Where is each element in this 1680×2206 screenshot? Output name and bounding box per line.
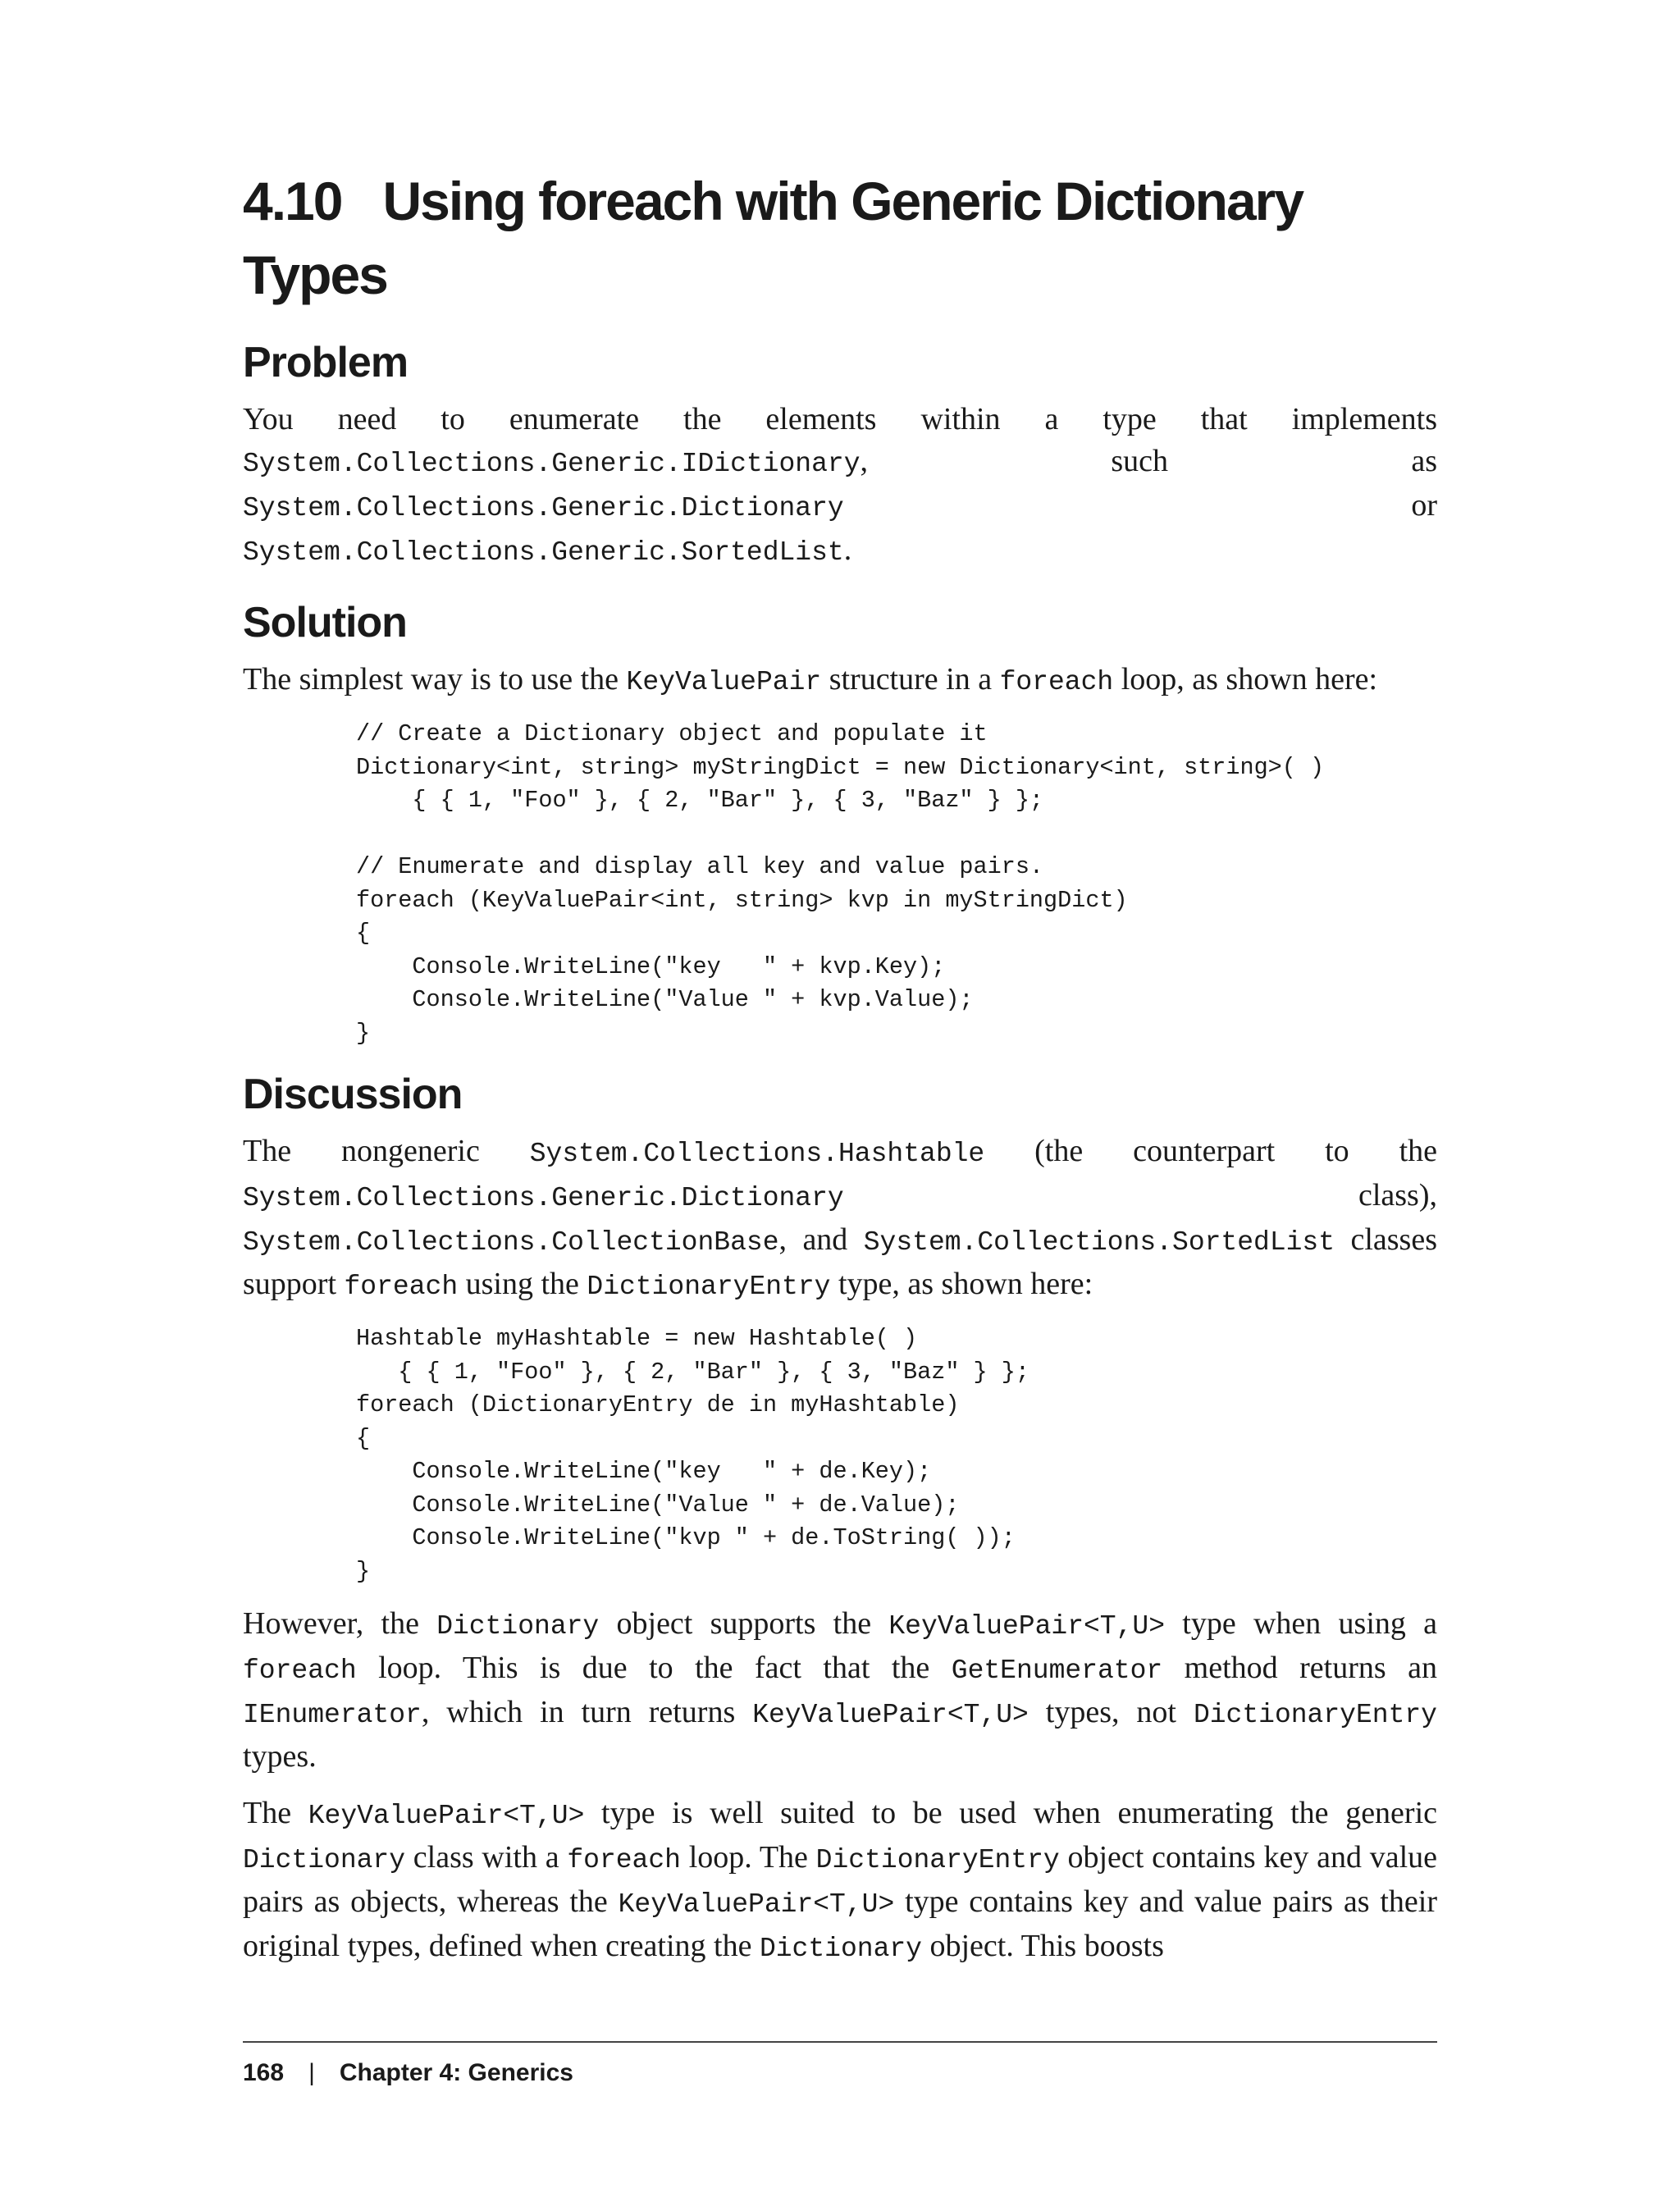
text-run: method returns an — [1162, 1651, 1437, 1685]
inline-code: KeyValuePair<T,U> — [888, 1611, 1166, 1642]
inline-code: System.Collections.Generic.Dictionary — [243, 1183, 844, 1213]
inline-code: foreach — [243, 1656, 357, 1686]
text-run: , such as — [860, 444, 1437, 478]
text-run: type contains key and value pairs as their original types, defined when creating the — [243, 1884, 1437, 1963]
inline-code: System.Collections.Generic.SortedList — [243, 537, 844, 568]
inline-code: Dictionary — [759, 1934, 922, 1964]
inline-code: KeyValuePair<T,U> — [752, 1700, 1029, 1730]
inline-code: KeyValuePair<T,U> — [618, 1889, 895, 1920]
inline-code: System.Collections.SortedList — [863, 1227, 1335, 1258]
inline-code: KeyValuePair — [626, 667, 822, 697]
inline-code: DictionaryEntry — [587, 1272, 831, 1302]
discussion-paragraph-3 — [243, 1793, 1437, 1970]
text-run: object. This boosts — [922, 1929, 1164, 1963]
page-number: 168 — [243, 2059, 285, 2086]
inline-code: DictionaryEntry — [1193, 1700, 1437, 1730]
recipe-title: Using foreach with Generic Dictionary Types — [243, 171, 1303, 305]
text-run: using the — [458, 1267, 587, 1301]
text-run: class), — [843, 1178, 1437, 1213]
text-run: object contains key and value pairs as objects, whereas the — [243, 1840, 1437, 1919]
solution-paragraph — [243, 659, 1437, 703]
text-run: loop, as shown here: — [1113, 662, 1378, 697]
text-run: (the counterpart to the — [984, 1134, 1437, 1168]
page-footer — [243, 2041, 1437, 2087]
inline-code: System.Collections.CollectionBase — [243, 1227, 779, 1258]
inline-code: System.Collections.Hashtable — [529, 1139, 985, 1169]
inline-code: Dictionary — [243, 1845, 406, 1875]
text-run: However, the — [243, 1606, 437, 1641]
inline-code: foreach — [567, 1845, 681, 1875]
inline-code: foreach — [344, 1272, 459, 1302]
text-run: , which in turn returns — [421, 1695, 753, 1729]
solution-heading: Solution — [243, 599, 407, 646]
recipe-number: 4.10 — [243, 171, 342, 231]
problem-heading: Problem — [243, 339, 409, 386]
inline-code: GetEnumerator — [951, 1656, 1163, 1686]
text-run: loop. This is due to the fact that the — [356, 1651, 952, 1685]
text-run: The nongeneric — [243, 1134, 530, 1168]
inline-code: Dictionary — [436, 1611, 600, 1642]
text-run: . — [843, 532, 852, 567]
inline-code: foreach — [999, 667, 1114, 697]
text-run: structure in a — [821, 662, 1000, 697]
solution-code-block: // Create a Dictionary object and populate it Dictionary<int, string> myStringDict = new Dictionary<int, string>( ) { { 1, "Foo" }, { 2, "Bar" }, { 3, "Baz" } }; // Enumerate and display all key and value pairs. foreach (KeyValuePair<int, string> kvp in myStringDict) { Console.WriteLine("key " + kvp.Key); Console.WriteLine("Value " + kvp.Value); } — [356, 720, 1325, 1047]
text-run: or — [843, 488, 1437, 523]
text-run: loop. The — [680, 1840, 816, 1875]
recipe-heading — [243, 164, 1437, 312]
text-run: type, as shown here: — [830, 1267, 1093, 1301]
text-run: type is well suited to be used when enumerating the generic — [584, 1796, 1438, 1830]
text-run: class with a — [405, 1840, 568, 1875]
chapter-title: Chapter 4: Generics — [339, 2059, 573, 2086]
inline-code: System.Collections.Generic.Dictionary — [243, 493, 844, 523]
footer-separator: | — [308, 2059, 315, 2086]
text-run: type when using a — [1165, 1606, 1437, 1641]
text-run: object supports the — [599, 1606, 889, 1641]
discussion-paragraph-1 — [243, 1130, 1437, 1308]
discussion-paragraph-2 — [243, 1603, 1437, 1778]
text-run: , and — [778, 1222, 864, 1257]
inline-code: KeyValuePair<T,U> — [308, 1801, 585, 1831]
inline-code: DictionaryEntry — [815, 1845, 1060, 1875]
text-run: The — [243, 1796, 308, 1830]
discussion-heading: Discussion — [243, 1071, 463, 1118]
discussion-code-block: Hashtable myHashtable = new Hashtable( ) { { 1, "Foo" }, { 2, "Bar" }, { 3, "Baz" } }; foreach (DictionaryEntry de in myHashtable) { Console.WriteLine("key " + de.Key); Console.WriteLine("Value " + de.Value); Console.WriteLine("kvp " + de.ToString( )); } — [356, 1325, 1029, 1585]
text-run: classes support — [243, 1222, 1437, 1301]
inline-code: System.Collections.Generic.IDictionary — [243, 449, 861, 479]
text-run: types, not — [1028, 1695, 1194, 1729]
inline-code: IEnumerator — [243, 1700, 422, 1730]
problem-paragraph — [243, 399, 1437, 573]
text-run: The simplest way is to use the — [243, 662, 627, 697]
text-run: You need to enumerate the elements within a type that implements — [243, 402, 1437, 436]
page-body — [243, 164, 1437, 1984]
text-run: types. — [243, 1739, 317, 1774]
